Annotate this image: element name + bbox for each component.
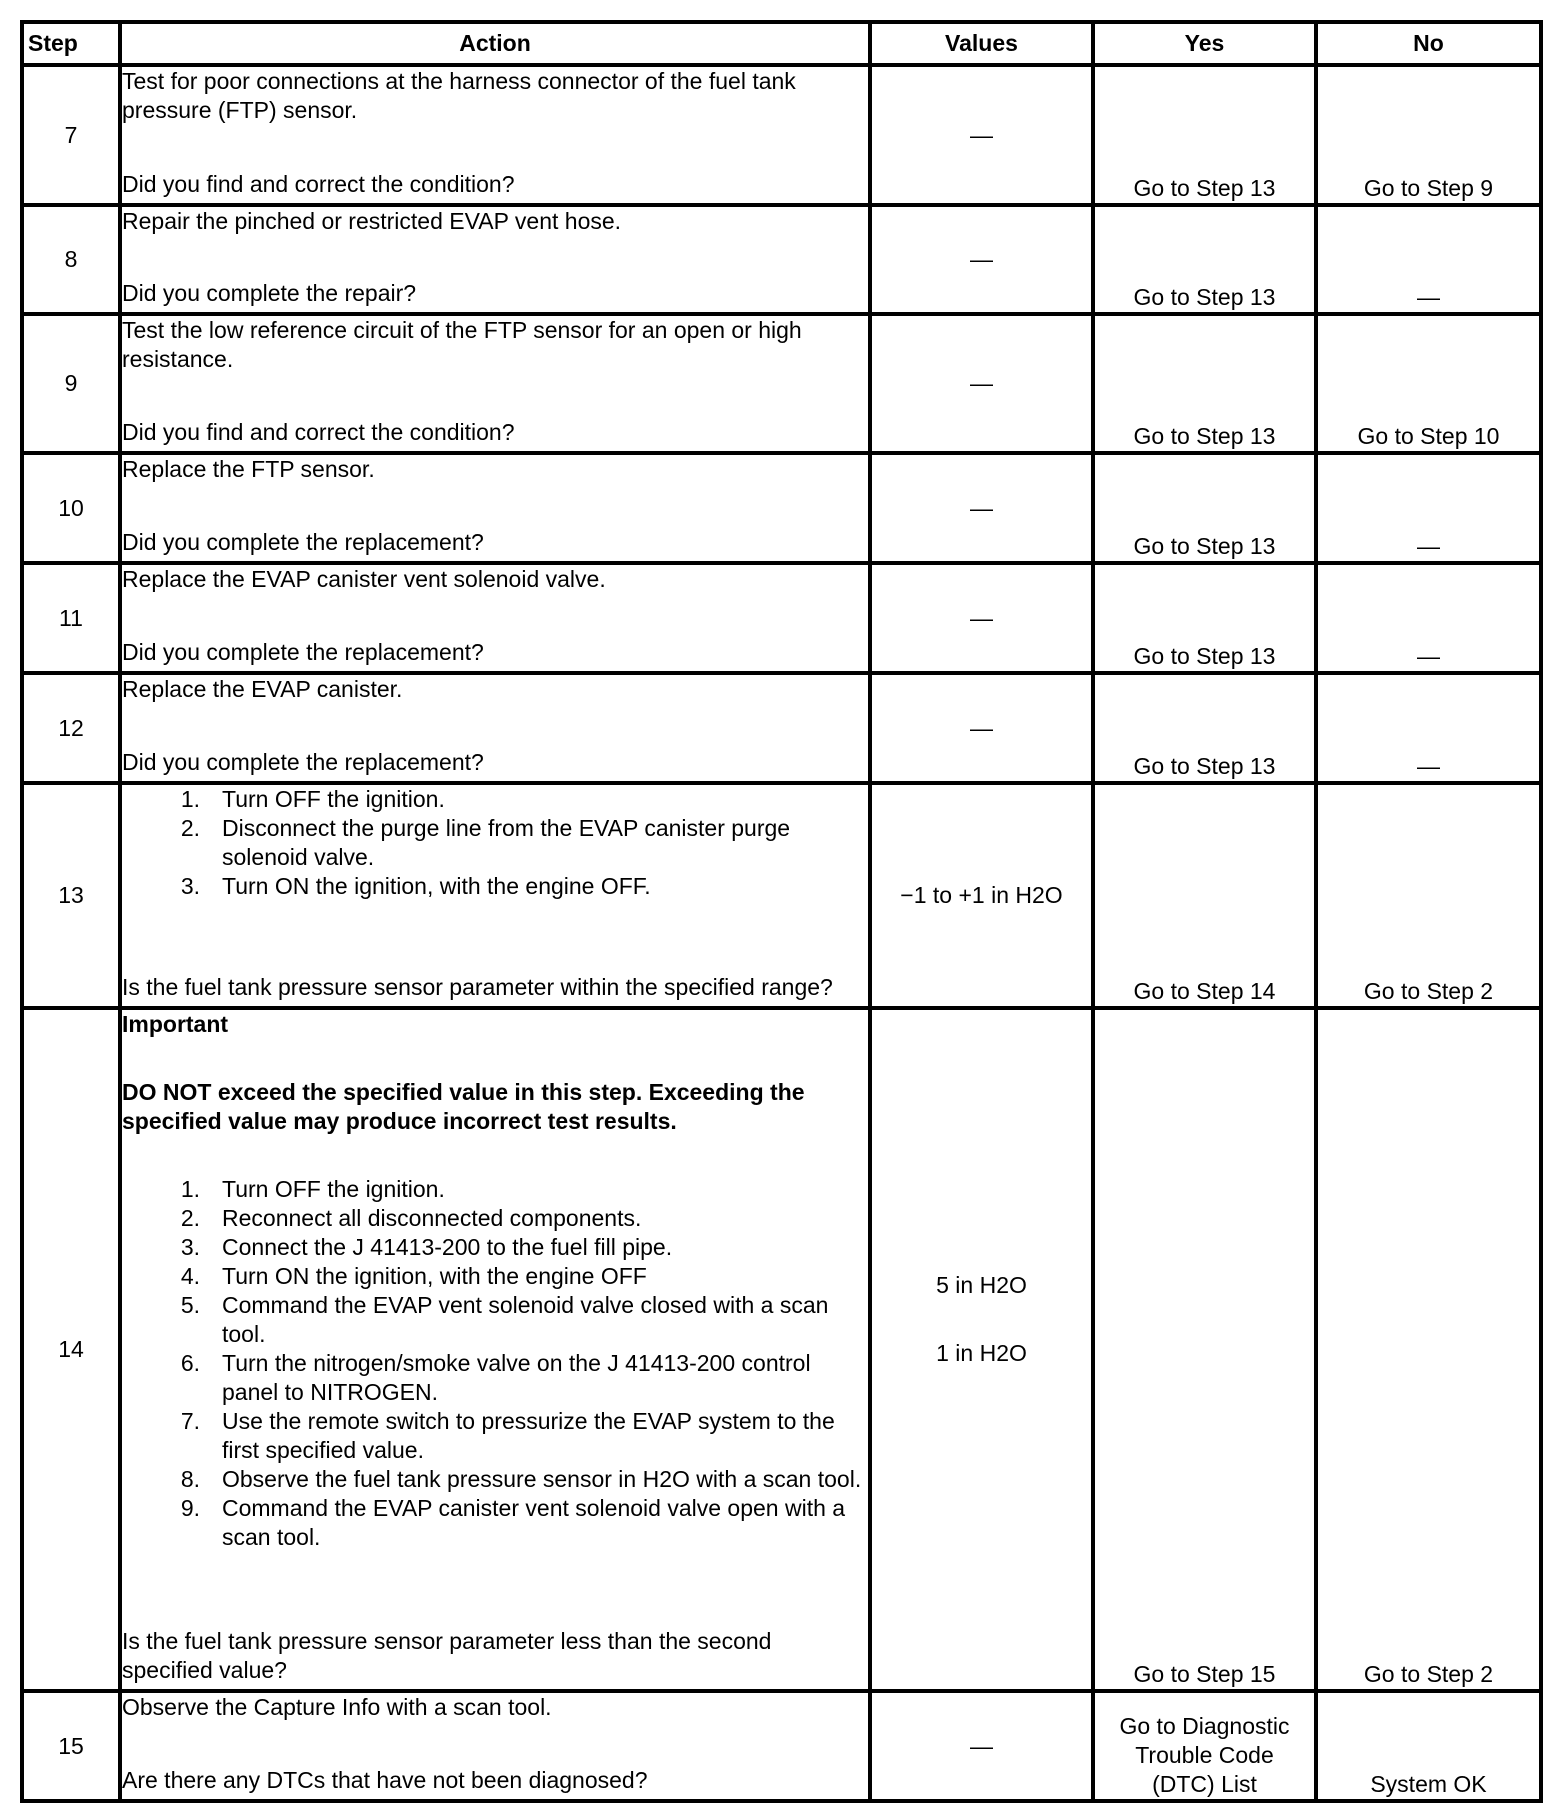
value-second: 1 in H2O (936, 1340, 1027, 1366)
action-cell (120, 673, 870, 783)
action-text: Test for poor connections at the harness connector of the fuel tank pressure (FTP) sensor. (122, 68, 796, 123)
important-notice (122, 1010, 868, 1552)
values-cell: — (870, 453, 1093, 563)
action-question: Did you complete the replacement? (122, 639, 484, 665)
yes-cell: Go to Diagnostic Trouble Code (DTC) List (1093, 1691, 1316, 1801)
no-cell: Go to Step 2 (1316, 783, 1541, 1008)
list-item: 4. Turn ON the ignition, with the engine OFF (180, 1263, 647, 1289)
yes-cell: Go to Step 13 (1093, 205, 1316, 314)
action-cell (120, 563, 870, 673)
values-cell: — (870, 1691, 1093, 1801)
values-cell: — (870, 563, 1093, 673)
header-action: Action (120, 22, 870, 65)
diagnostic-table (20, 20, 1543, 1803)
list-item: 3. Turn ON the ignition, with the engine OFF. (180, 873, 651, 899)
step-number: 9 (22, 314, 120, 453)
header-row (22, 22, 1541, 65)
values-cell: — (870, 314, 1093, 453)
list-item: 1. Turn OFF the ignition. (180, 786, 445, 812)
value-first: 5 in H2O (936, 1272, 1027, 1298)
no-cell: — (1316, 453, 1541, 563)
step-number: 13 (22, 783, 120, 1008)
list-item: 7. Use the remote switch to pressurize the EVAP system to the first specified value. (180, 1408, 835, 1463)
list-item: 2. Reconnect all disconnected components. (180, 1205, 642, 1231)
list-item: 2. Disconnect the purge line from the EVAP canister purge solenoid valve. (180, 815, 791, 870)
step-number: 10 (22, 453, 120, 563)
step-number: 12 (22, 673, 120, 783)
action-cell (120, 1691, 870, 1801)
action-cell (120, 65, 870, 205)
yes-cell: Go to Step 13 (1093, 673, 1316, 783)
important-title: Important (122, 1011, 229, 1037)
action-text: Test the low reference circuit of the FTP sensor for an open or high resistance. (122, 317, 802, 372)
action-question: Is the fuel tank pressure sensor parameter within the specified range? (122, 974, 833, 1000)
action-cell (120, 453, 870, 563)
list-item: 3. Connect the J 41413-200 to the fuel fill pipe. (180, 1234, 673, 1260)
no-cell: Go to Step 10 (1316, 314, 1541, 453)
header-yes: Yes (1093, 22, 1316, 65)
substep-list (122, 1175, 868, 1552)
action-text: Repair the pinched or restricted EVAP vent hose. (122, 208, 622, 234)
no-cell: — (1316, 205, 1541, 314)
values-cell: −1 to +1 in H2O (870, 783, 1093, 1008)
step-number: 11 (22, 563, 120, 673)
yes-cell: Go to Step 13 (1093, 453, 1316, 563)
substep-list (122, 785, 868, 901)
table-row-step-8 (22, 205, 1541, 314)
action-text: Replace the EVAP canister vent solenoid valve. (122, 566, 606, 592)
table-row-step-11 (22, 563, 1541, 673)
step-number: 15 (22, 1691, 120, 1801)
important-text: DO NOT exceed the specified value in this step. Exceeding the specified value may produce incorrect test results. (122, 1079, 805, 1134)
table-row-step-10 (22, 453, 1541, 563)
action-question: Did you find and correct the condition? (122, 419, 515, 445)
yes-cell: Go to Step 13 (1093, 563, 1316, 673)
values-cell (870, 1008, 1093, 1691)
header-no: No (1316, 22, 1541, 65)
list-item: 5. Command the EVAP vent solenoid valve closed with a scan tool. (180, 1292, 829, 1347)
action-cell (120, 783, 870, 1008)
no-cell: — (1316, 673, 1541, 783)
table-row-step-7 (22, 65, 1541, 205)
table-row-step-12 (22, 673, 1541, 783)
header-values: Values (870, 22, 1093, 65)
yes-cell: Go to Step 14 (1093, 783, 1316, 1008)
action-question: Is the fuel tank pressure sensor parameter less than the second specified value? (122, 1628, 772, 1683)
no-cell: — (1316, 563, 1541, 673)
yes-cell: Go to Step 15 (1093, 1008, 1316, 1691)
action-cell (120, 205, 870, 314)
list-item: 8. Observe the fuel tank pressure sensor in H2O with a scan tool. (180, 1466, 862, 1492)
action-question: Did you complete the replacement? (122, 749, 484, 775)
no-cell: System OK (1316, 1691, 1541, 1801)
list-item: 6. Turn the nitrogen/smoke valve on the J 41413-200 control panel to NITROGEN. (180, 1350, 811, 1405)
table-row-step-9 (22, 314, 1541, 453)
step-number: 14 (22, 1008, 120, 1691)
action-cell (120, 314, 870, 453)
action-text: Observe the Capture Info with a scan tool. (122, 1694, 552, 1720)
action-text: Replace the FTP sensor. (122, 456, 375, 482)
no-cell: Go to Step 2 (1316, 1008, 1541, 1691)
yes-cell: Go to Step 13 (1093, 65, 1316, 205)
table-row-step-13 (22, 783, 1541, 1008)
values-cell: — (870, 205, 1093, 314)
action-cell (120, 1008, 870, 1691)
action-text: Replace the EVAP canister. (122, 676, 403, 702)
values-cell: — (870, 673, 1093, 783)
action-question: Did you find and correct the condition? (122, 171, 515, 197)
yes-cell: Go to Step 13 (1093, 314, 1316, 453)
header-step: Step (22, 22, 120, 65)
no-cell: Go to Step 9 (1316, 65, 1541, 205)
step-number: 7 (22, 65, 120, 205)
table-row-step-15 (22, 1691, 1541, 1801)
action-question: Are there any DTCs that have not been diagnosed? (122, 1767, 648, 1793)
list-item: 1. Turn OFF the ignition. (180, 1176, 445, 1202)
values-cell: — (870, 65, 1093, 205)
list-item: 9. Command the EVAP canister vent solenoid valve open with a scan tool. (180, 1495, 846, 1550)
action-question: Did you complete the replacement? (122, 529, 484, 555)
step-number: 8 (22, 205, 120, 314)
action-question: Did you complete the repair? (122, 280, 417, 306)
table-row-step-14 (22, 1008, 1541, 1691)
